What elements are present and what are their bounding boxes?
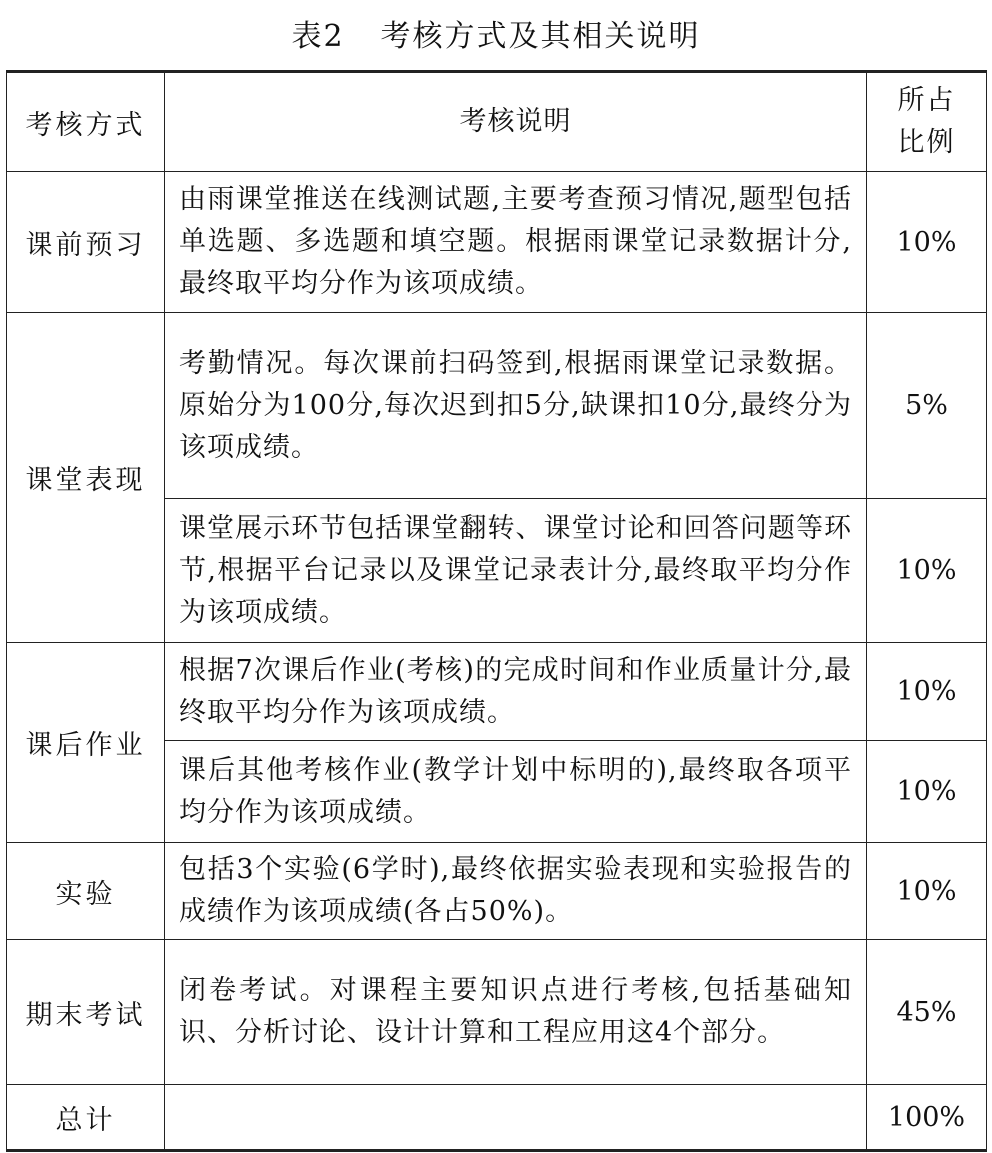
row-description: 课堂展示环节包括课堂翻转、课堂讨论和回答问题等环节,根据平台记录以及课堂记录表计分,最终取平均分作为该项成绩。 — [165, 499, 867, 643]
row-method: 实验 — [7, 843, 165, 940]
table-row — [7, 940, 987, 1085]
row-description: 课后其他考核作业(教学计划中标明的),最终取各项平均分作为该项成绩。 — [165, 741, 867, 843]
header-row — [7, 72, 987, 172]
row-method: 课后作业 — [7, 643, 165, 843]
total-description — [165, 1085, 867, 1151]
table-number: 表2 — [291, 19, 345, 54]
row-ratio: 45% — [867, 940, 987, 1085]
row-method: 期末考试 — [7, 940, 165, 1085]
row-description: 考勤情况。每次课前扫码签到,根据雨课堂记录数据。原始分为100分,每次迟到扣5分,缺课扣10分,最终分为该项成绩。 — [165, 313, 867, 499]
table-row — [7, 643, 987, 741]
row-description: 闭卷考试。对课程主要知识点进行考核,包括基础知识、分析讨论、设计计算和工程应用这4个部分。 — [165, 940, 867, 1085]
row-method: 课前预习 — [7, 172, 165, 313]
row-ratio: 10% — [867, 843, 987, 940]
table-title — [0, 0, 992, 66]
row-ratio: 10% — [867, 741, 987, 843]
table-caption: 考核方式及其相关说明 — [380, 19, 701, 54]
row-ratio: 10% — [867, 172, 987, 313]
row-ratio: 5% — [867, 313, 987, 499]
header-description: 考核说明 — [165, 72, 867, 172]
row-method: 课堂表现 — [7, 313, 165, 643]
table-row — [7, 313, 987, 499]
row-description: 包括3个实验(6学时),最终依据实验表现和实验报告的成绩作为该项成绩(各占50%)。 — [165, 843, 867, 940]
table-row — [7, 172, 987, 313]
header-ratio-text: 所占比例 — [897, 85, 956, 158]
row-description: 根据7次课后作业(考核)的完成时间和作业质量计分,最终取平均分作为该项成绩。 — [165, 643, 867, 741]
row-ratio: 10% — [867, 643, 987, 741]
assessment-table — [6, 70, 987, 1152]
table-row — [7, 843, 987, 940]
total-row — [7, 1085, 987, 1151]
row-description: 由雨课堂推送在线测试题,主要考查预习情况,题型包括单选题、多选题和填空题。根据雨课堂记录数据计分,最终取平均分作为该项成绩。 — [165, 172, 867, 313]
row-ratio: 10% — [867, 499, 987, 643]
total-ratio: 100% — [867, 1085, 987, 1151]
header-ratio — [867, 72, 987, 172]
header-method: 考核方式 — [7, 72, 165, 172]
total-label: 总计 — [7, 1085, 165, 1151]
